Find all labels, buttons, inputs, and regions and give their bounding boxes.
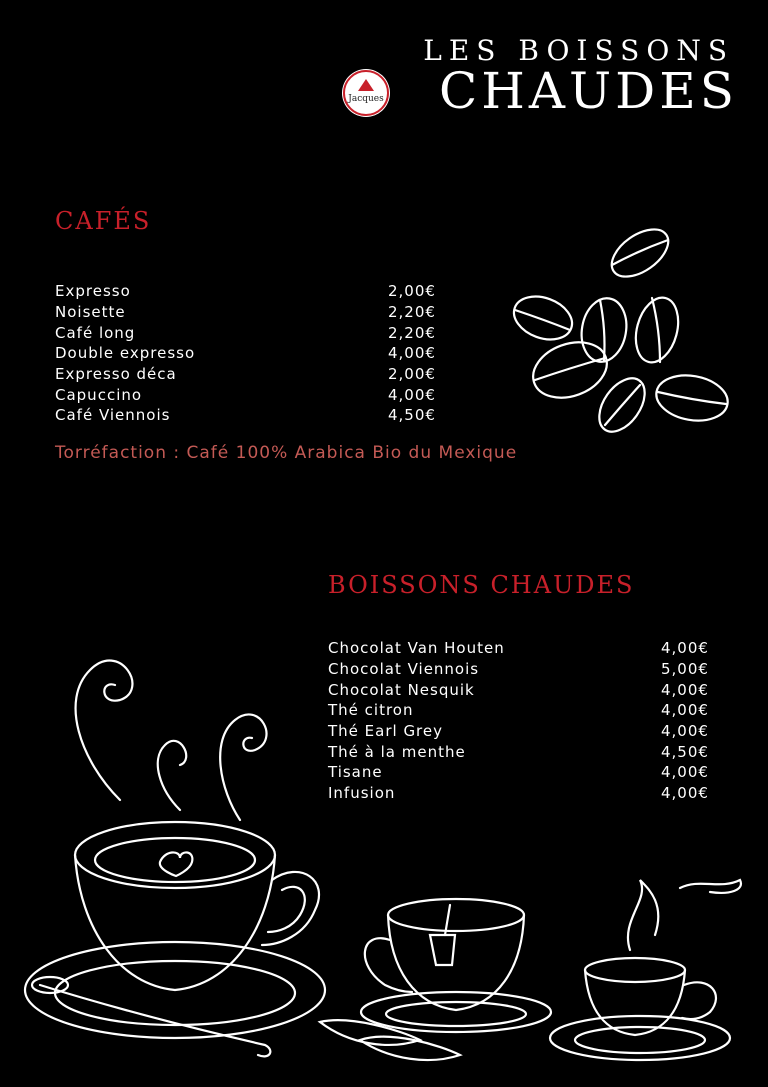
menu-item bbox=[55, 343, 440, 364]
menu-item-name: Chocolat Viennois bbox=[328, 660, 480, 679]
menu-item-price: 4,00€ bbox=[388, 385, 436, 404]
steam-swirls-icon bbox=[76, 661, 267, 820]
menu-item-price: 4,00€ bbox=[661, 763, 709, 782]
menu-item-price: 4,00€ bbox=[661, 722, 709, 741]
brand-logo bbox=[342, 69, 390, 117]
menu-item-price: 4,00€ bbox=[661, 680, 709, 699]
menu-item bbox=[55, 364, 440, 385]
menu-item-price: 2,20€ bbox=[388, 323, 436, 342]
menu-item-price: 2,00€ bbox=[388, 282, 436, 301]
cappuccino-cup-icon bbox=[25, 822, 325, 1056]
menu-item bbox=[55, 405, 440, 426]
espresso-cup-icon bbox=[550, 880, 741, 1060]
menu-item-name: Chocolat Van Houten bbox=[328, 639, 505, 658]
hot-drinks-menu-list bbox=[328, 638, 713, 804]
menu-item bbox=[328, 721, 713, 742]
roasting-note: Torréfaction : Café 100% Arabica Bio du Mexique bbox=[55, 443, 518, 463]
menu-item-price: 4,50€ bbox=[661, 742, 709, 761]
cafes-section-title: CAFÉS bbox=[55, 207, 152, 235]
header-title-line1: LES BOISSONS bbox=[423, 34, 734, 67]
cafes-menu-list bbox=[55, 281, 440, 426]
menu-item bbox=[328, 638, 713, 659]
menu-item-name: Tisane bbox=[328, 763, 383, 782]
menu-item-price: 4,50€ bbox=[388, 406, 436, 425]
menu-item-price: 5,00€ bbox=[661, 660, 709, 679]
menu-item bbox=[328, 741, 713, 762]
tea-cup-icon bbox=[320, 899, 551, 1060]
coffee-beans-icon bbox=[508, 220, 731, 440]
menu-item bbox=[55, 384, 440, 405]
svg-text:Jacques: Jacques bbox=[348, 94, 384, 104]
menu-item bbox=[328, 679, 713, 700]
header-title-line2: CHAUDES bbox=[439, 62, 738, 120]
menu-item-name: Thé citron bbox=[328, 701, 414, 720]
menu-item-name: Noisette bbox=[55, 303, 126, 322]
menu-item-price: 4,00€ bbox=[661, 701, 709, 720]
menu-item bbox=[328, 700, 713, 721]
menu-item bbox=[328, 659, 713, 680]
menu-item-name: Infusion bbox=[328, 784, 396, 803]
menu-item bbox=[55, 322, 440, 343]
menu-item-name: Expresso bbox=[55, 282, 131, 301]
menu-item-name: Double expresso bbox=[55, 344, 196, 363]
menu-item-price: 4,00€ bbox=[661, 639, 709, 658]
menu-item-name: Capuccino bbox=[55, 385, 143, 404]
menu-item-name: Thé Earl Grey bbox=[328, 722, 444, 741]
menu-item bbox=[328, 762, 713, 783]
menu-item bbox=[55, 281, 440, 302]
menu-item-name: Thé à la menthe bbox=[328, 742, 466, 761]
menu-item-price: 4,00€ bbox=[388, 344, 436, 363]
menu-item-name: Café long bbox=[55, 323, 136, 342]
menu-item-name: Café Viennois bbox=[55, 406, 171, 425]
menu-item-price: 4,00€ bbox=[661, 784, 709, 803]
menu-item bbox=[55, 302, 440, 323]
menu-item-price: 2,00€ bbox=[388, 365, 436, 384]
menu-item-name: Chocolat Nesquik bbox=[328, 680, 475, 699]
menu-item-name: Expresso déca bbox=[55, 365, 177, 384]
menu-item-price: 2,20€ bbox=[388, 303, 436, 322]
hot-drinks-section-title: BOISSONS CHAUDES bbox=[328, 571, 635, 599]
menu-item bbox=[328, 783, 713, 804]
